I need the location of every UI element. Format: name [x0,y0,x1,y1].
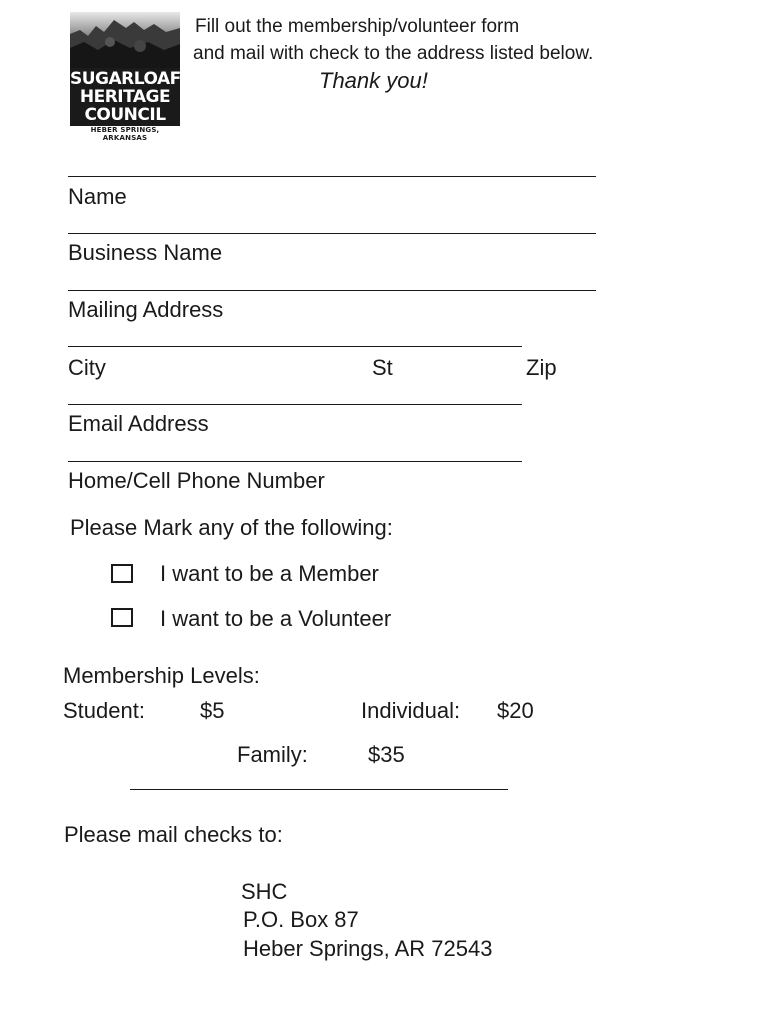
membership-levels-heading: Membership Levels: [63,663,260,688]
member-option-label: I want to be a Member [160,561,379,586]
logo-line-2: HERITAGE [79,87,171,107]
family-level-price: $35 [368,742,405,767]
mailing-address-field-line[interactable] [68,290,596,291]
logo-mountain-image [70,12,180,68]
mail-address-line-1: SHC [241,879,288,904]
volunteer-checkbox[interactable] [111,608,133,627]
email-field-line[interactable] [68,404,522,405]
member-checkbox[interactable] [111,564,133,583]
logo-subtitle: HEBER SPRINGS, ARKANSAS [90,126,160,142]
amount-field-line[interactable] [130,789,508,790]
logo-line-1: SUGARLOAF [70,69,181,89]
family-level-label: Family: [237,742,308,767]
mail-checks-heading: Please mail checks to: [64,822,283,847]
business-name-field-line[interactable] [68,233,596,234]
phone-field-line[interactable] [68,461,522,462]
mailing-address-label: Mailing Address [68,297,224,322]
options-prompt: Please Mark any of the following: [70,515,393,540]
student-level-label: Student: [63,698,145,723]
state-label: St [372,355,393,380]
mail-address-line-3: Heber Springs, AR 72543 [243,936,493,961]
name-field-line[interactable] [68,176,596,177]
mail-address-line-2: P.O. Box 87 [243,907,359,932]
logo-name-band [70,68,180,126]
intro-line-2: and mail with check to the address listed below. [193,43,594,64]
email-label: Email Address [68,411,209,436]
volunteer-option-label: I want to be a Volunteer [160,606,392,631]
name-label: Name [68,184,127,209]
city-state-zip-field-line[interactable] [68,346,522,347]
individual-level-label: Individual: [361,698,461,723]
zip-label: Zip [526,355,557,380]
thank-you-text: Thank you! [319,68,428,93]
business-name-label: Business Name [68,240,223,265]
individual-level-price: $20 [497,698,534,723]
phone-label: Home/Cell Phone Number [68,468,325,493]
city-label: City [68,355,106,380]
student-level-price: $5 [200,698,225,723]
organization-logo [70,12,181,142]
logo-line-3: COUNCIL [84,105,166,125]
intro-line-1: Fill out the membership/volunteer form [195,16,520,37]
